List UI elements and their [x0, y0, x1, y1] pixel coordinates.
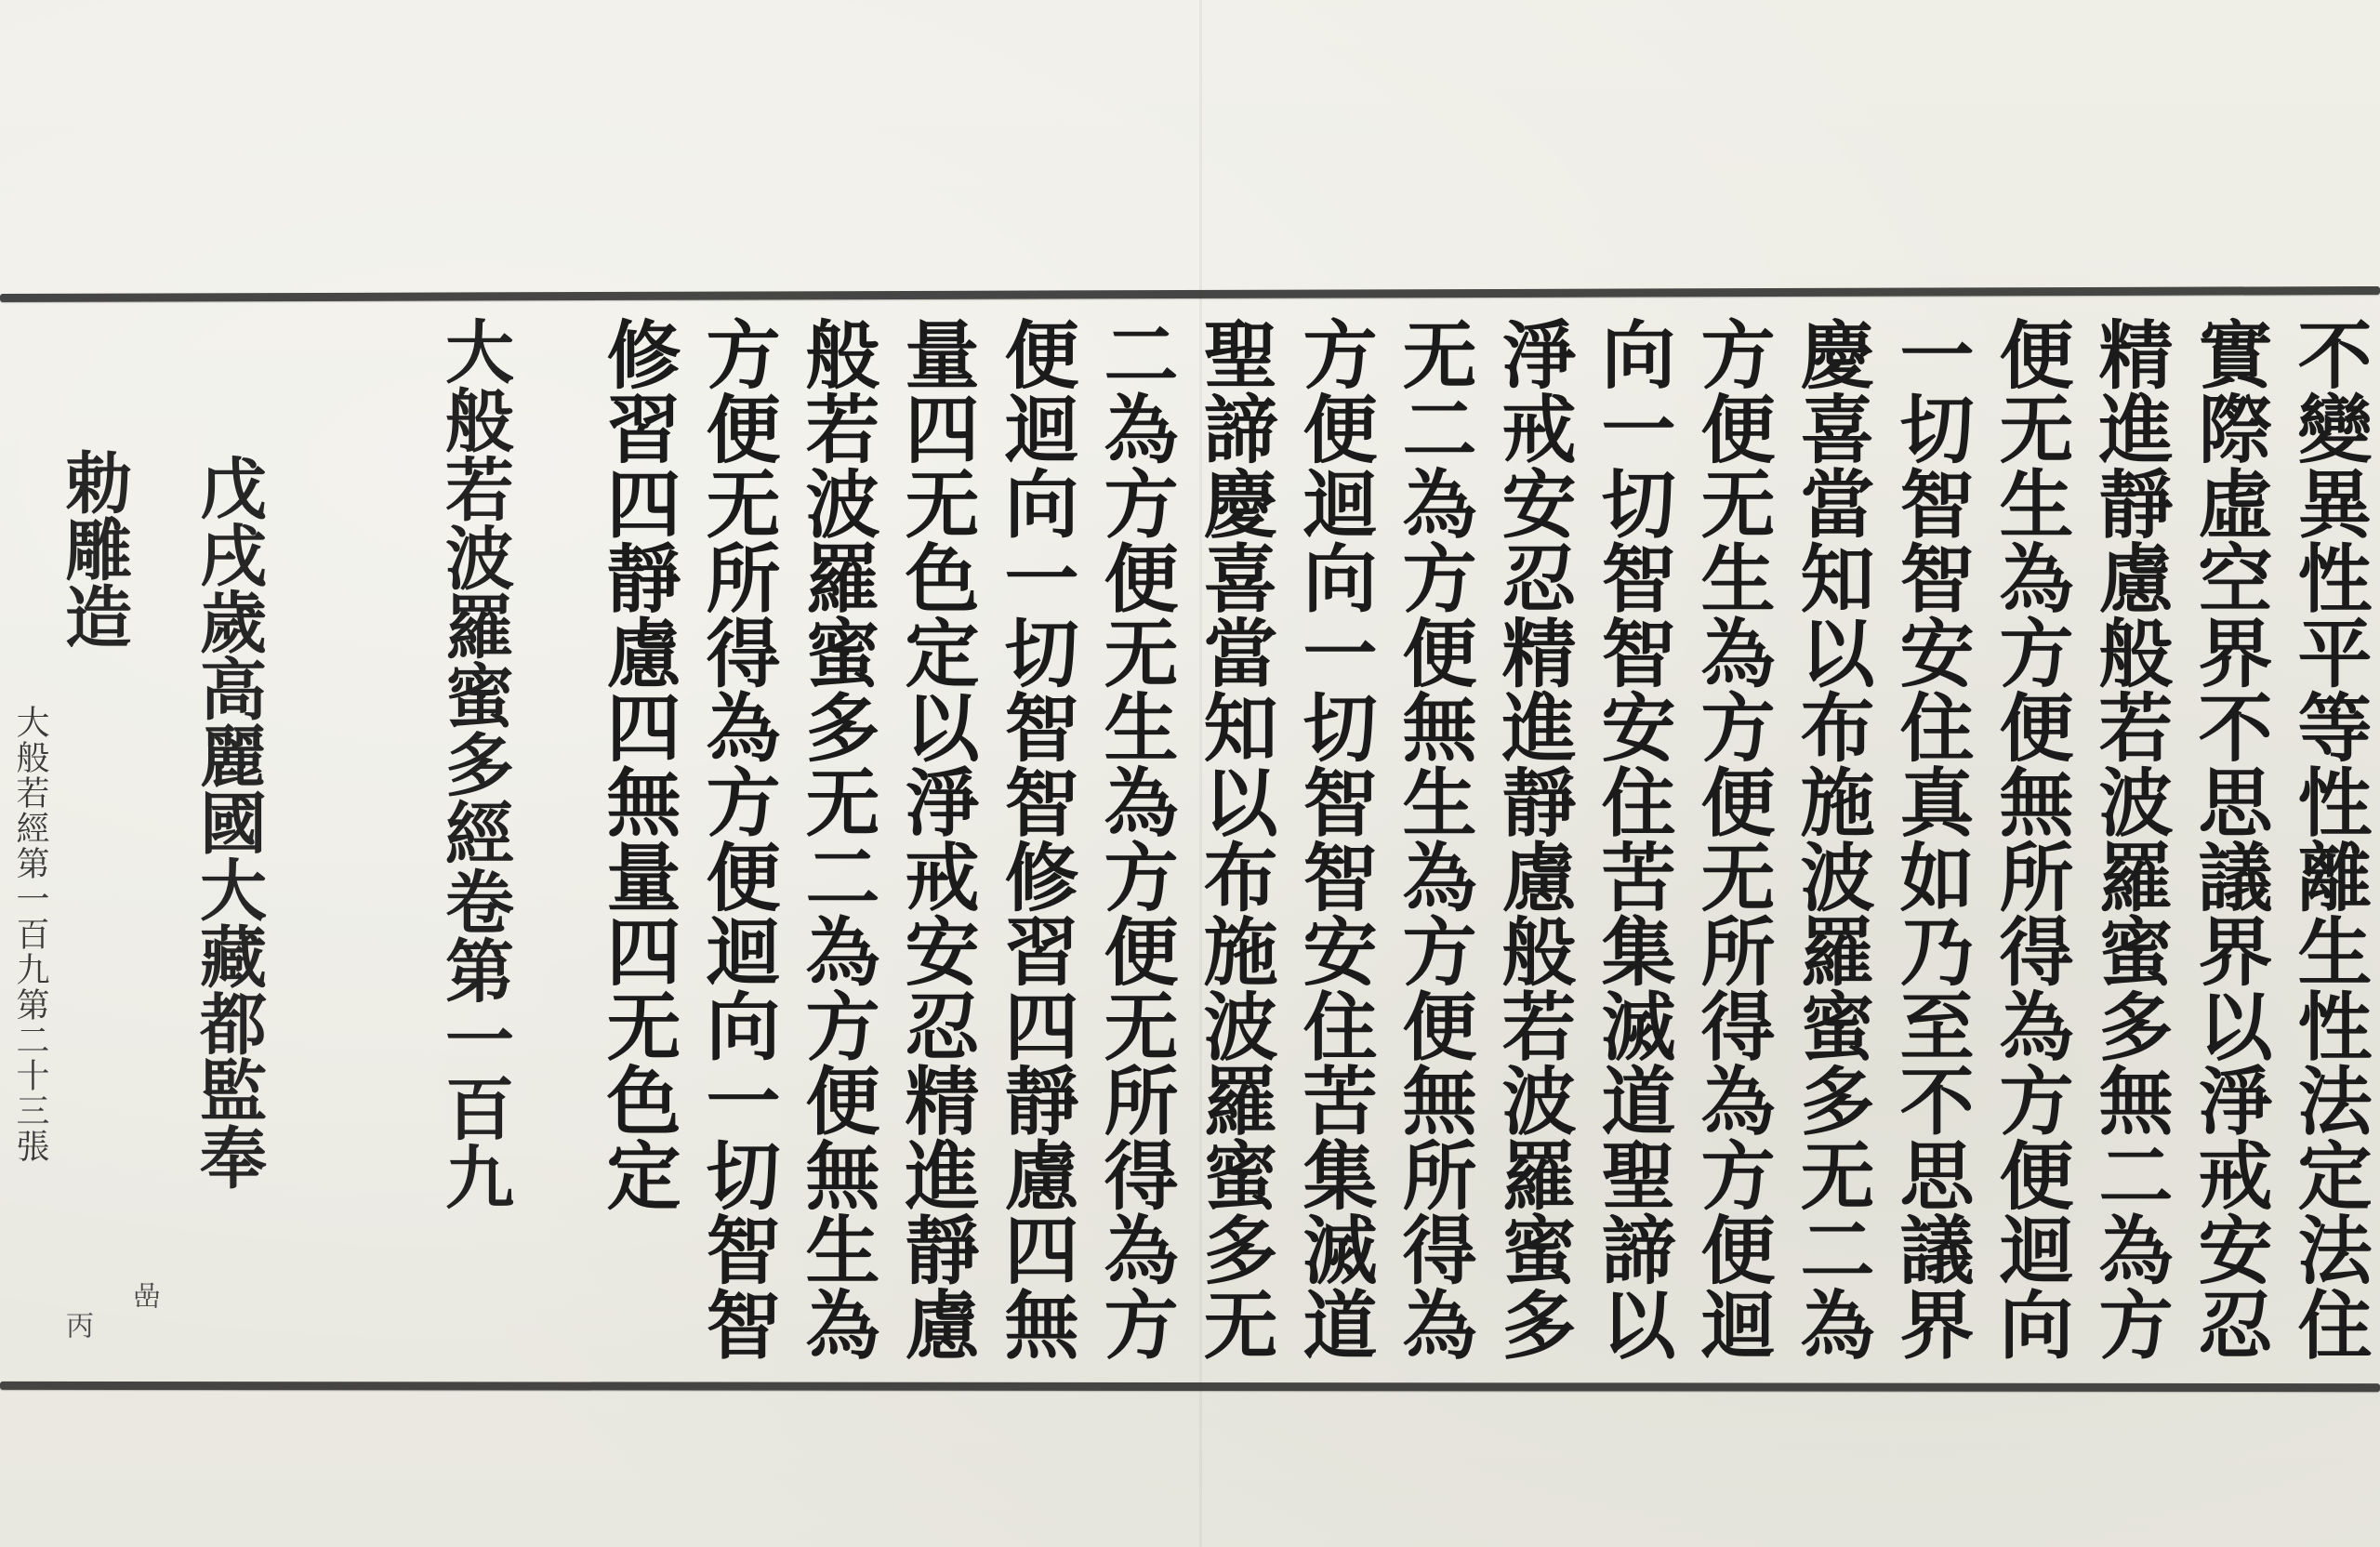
text-column: 不變異性平等性離生性法定法住 [2285, 316, 2373, 1361]
margin-note: 大般若經第一百九第二十三張 [11, 705, 49, 1164]
bottom-border-rule [0, 1382, 2380, 1392]
scroll-title: 大般若波羅蜜多經卷第一百九 [434, 316, 514, 1210]
main-text-columns [588, 316, 2378, 1361]
text-column: 便迴向一切智智修習四靜慮四無 [992, 316, 1079, 1361]
text-column: 般若波羅蜜多无二為方便無生為 [793, 316, 880, 1361]
text-column: 慶喜當知以布施波羅蜜多无二為 [1788, 316, 1875, 1361]
colophon-line-1: 戊戌歲高麗國大藏都監奉 [189, 454, 268, 1190]
text-column: 方便无所得為方便迴向一切智智 [694, 316, 781, 1361]
text-column: 實際虛空界不思議界以淨戒安忍 [2186, 316, 2273, 1361]
carver-mark: 丙 [60, 1311, 93, 1339]
text-column: 便无生為方便無所得為方便迴向 [1987, 316, 2074, 1361]
text-column: 一切智智安住真如乃至不思議界 [1887, 316, 1975, 1361]
text-column: 方便无生為方便无所得為方便迴 [1688, 316, 1776, 1361]
text-column: 淨戒安忍精進靜慮般若波羅蜜多 [1489, 316, 1577, 1361]
carver-mark: 嵒 [127, 1281, 160, 1309]
text-column: 修習四靜慮四無量四无色定 [594, 316, 681, 1212]
colophon-line-2: 勅雕造 [54, 448, 133, 649]
text-column: 无二為方便無生為方便無所得為 [1390, 316, 1477, 1361]
text-column: 精進靜慮般若波羅蜜多無二為方 [2086, 316, 2174, 1361]
text-column: 量四无色定以淨戒安忍精進靜慮 [892, 316, 980, 1361]
text-column: 二為方便无生為方便无所得為方 [1091, 316, 1179, 1361]
top-border-rule [0, 286, 2380, 302]
text-column: 向一切智智安住苦集滅道聖諦以 [1589, 316, 1676, 1361]
text-column: 聖諦慶喜當知以布施波羅蜜多无 [1191, 316, 1278, 1361]
text-column: 方便迴向一切智智安住苦集滅道 [1290, 316, 1378, 1361]
